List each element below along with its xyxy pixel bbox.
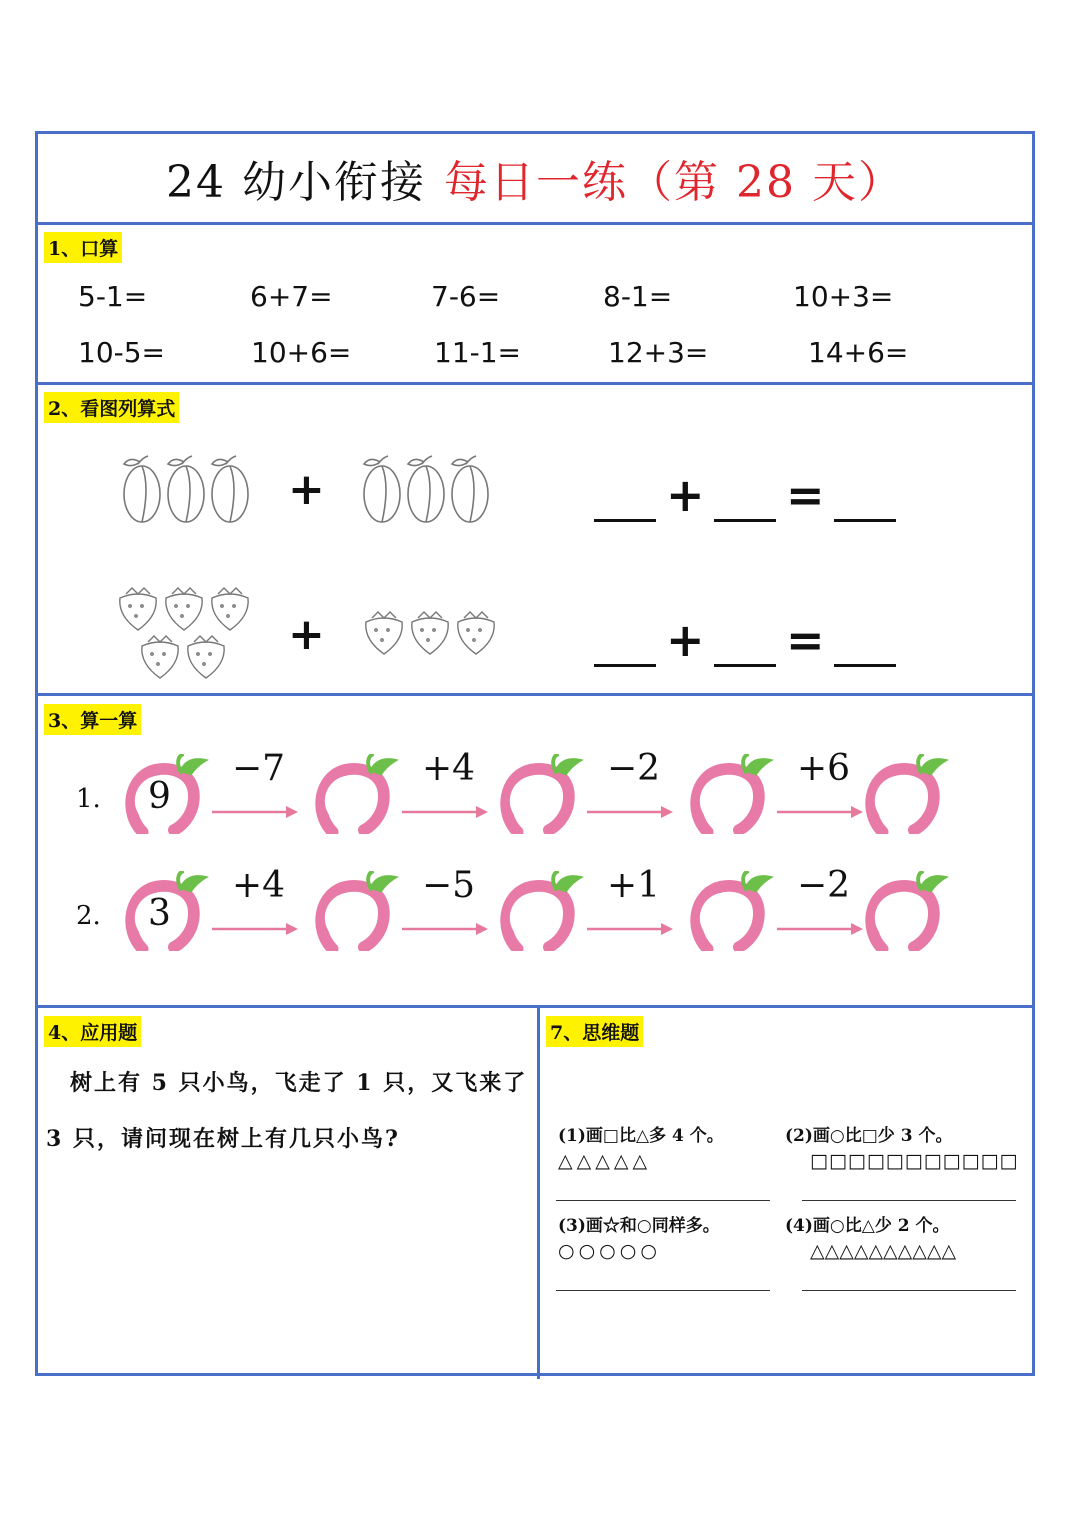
section-label-thinking: 7、思维题 xyxy=(546,1016,643,1047)
chain-step: +4 xyxy=(232,865,286,906)
thinking-q1-prompt: (1)画□比△多 4 个。 xyxy=(558,1126,724,1146)
eq-equals: = xyxy=(786,613,825,667)
radish-icon[interactable] xyxy=(308,871,408,951)
title-red: 每日一练（第 28 天） xyxy=(444,157,904,208)
chain-step: −2 xyxy=(607,748,661,789)
strawberry-icon xyxy=(166,588,202,630)
answer-blank[interactable] xyxy=(714,519,776,522)
radish-icon[interactable] xyxy=(858,871,958,951)
answer-line[interactable] xyxy=(802,1200,1016,1201)
eq-plus: + xyxy=(666,468,705,522)
answer-blank[interactable] xyxy=(714,664,776,667)
answer-blank[interactable] xyxy=(594,664,656,667)
mental-math-item: 8-1= xyxy=(603,280,673,313)
strawberry-group xyxy=(114,584,260,684)
divider xyxy=(38,693,1032,696)
title-black: 24 幼小衔接 xyxy=(166,157,426,208)
plum-icon xyxy=(408,456,444,522)
chain-step: −7 xyxy=(232,748,286,789)
divider xyxy=(38,1005,1032,1008)
divider-vertical xyxy=(537,1007,540,1379)
plus-sign: + xyxy=(288,464,325,515)
mental-math-item: 11-1= xyxy=(434,336,522,369)
section-label-mental-math: 1、口算 xyxy=(44,232,122,263)
strawberry-group xyxy=(360,608,506,664)
arrow-right-icon xyxy=(400,919,490,939)
arrow-right-icon xyxy=(400,802,490,822)
strawberry-icon xyxy=(412,612,448,654)
thinking-q2-shapes: □□□□□□□□□□□ xyxy=(810,1150,1019,1172)
strawberry-icon xyxy=(458,612,494,654)
strawberry-icon xyxy=(188,636,224,678)
radish-icon[interactable] xyxy=(683,754,783,834)
divider xyxy=(38,382,1032,385)
mental-math-item: 14+6= xyxy=(808,336,909,369)
radish-icon[interactable] xyxy=(493,871,593,951)
strawberry-icon xyxy=(212,588,248,630)
plum-icon xyxy=(364,456,400,522)
section-label-calculate: 3、算一算 xyxy=(44,704,141,735)
strawberry-icon xyxy=(366,612,402,654)
plum-icon xyxy=(124,456,160,522)
arrow-right-icon xyxy=(585,919,675,939)
arrow-right-icon xyxy=(210,919,300,939)
plum-icon xyxy=(212,456,248,522)
radish-icon[interactable] xyxy=(683,871,783,951)
mental-math-item: 6+7= xyxy=(250,280,333,313)
mental-math-item: 10+6= xyxy=(251,336,352,369)
radish-icon[interactable] xyxy=(493,754,593,834)
eq-plus: + xyxy=(666,613,705,667)
plum-icon xyxy=(452,456,488,522)
answer-line[interactable] xyxy=(802,1290,1016,1291)
thinking-q4-shapes: △△△△△△△△△△ xyxy=(810,1240,957,1262)
arrow-right-icon xyxy=(585,802,675,822)
plus-sign: + xyxy=(288,609,325,660)
word-problem-line2: 3 只，请问现在树上有几只小鸟? xyxy=(46,1126,400,1152)
page-title xyxy=(38,134,1032,222)
mental-math-item: 7-6= xyxy=(431,280,501,313)
chain-step: +4 xyxy=(422,748,476,789)
mental-math-item: 12+3= xyxy=(608,336,709,369)
radish-icon[interactable] xyxy=(308,754,408,834)
arrow-right-icon xyxy=(775,919,865,939)
answer-blank[interactable] xyxy=(834,664,896,667)
plum-icon xyxy=(168,456,204,522)
section-label-word-problem: 4、应用题 xyxy=(44,1016,141,1047)
thinking-q3-prompt: (3)画☆和○同样多。 xyxy=(558,1216,720,1236)
thinking-q1-shapes: △△△△△ xyxy=(558,1150,652,1172)
arrow-right-icon xyxy=(210,802,300,822)
divider xyxy=(38,222,1032,225)
worksheet xyxy=(35,131,1035,1376)
answer-blank[interactable] xyxy=(834,519,896,522)
chain-step: +1 xyxy=(607,865,661,906)
word-problem-line1: 树上有 5 只小鸟，飞走了 1 只，又飞来了 xyxy=(70,1070,528,1096)
answer-line[interactable] xyxy=(556,1290,770,1291)
strawberry-icon xyxy=(142,636,178,678)
chain-start-number: 3 xyxy=(148,893,171,934)
chain-step: −2 xyxy=(797,865,851,906)
plum-group xyxy=(360,452,500,527)
radish-icon[interactable] xyxy=(858,754,958,834)
answer-line[interactable] xyxy=(556,1200,770,1201)
chain-step: +6 xyxy=(797,748,851,789)
mental-math-item: 10+3= xyxy=(793,280,894,313)
answer-blank[interactable] xyxy=(594,519,656,522)
thinking-q4-prompt: (4)画○比△少 2 个。 xyxy=(785,1216,950,1236)
eq-equals: = xyxy=(786,468,825,522)
thinking-q2-prompt: (2)画○比□少 3 个。 xyxy=(785,1126,953,1146)
chain-label: 2. xyxy=(76,901,101,931)
strawberry-icon xyxy=(120,588,156,630)
chain-start-number: 9 xyxy=(148,776,171,817)
plum-group xyxy=(120,452,260,527)
chain-label: 1. xyxy=(76,784,101,814)
thinking-q3-shapes: ○○○○○ xyxy=(558,1240,661,1262)
chain-step: −5 xyxy=(422,865,476,906)
arrow-right-icon xyxy=(775,802,865,822)
mental-math-item: 10-5= xyxy=(78,336,166,369)
mental-math-item: 5-1= xyxy=(78,280,148,313)
section-label-picture-equation: 2、看图列算式 xyxy=(44,392,179,423)
